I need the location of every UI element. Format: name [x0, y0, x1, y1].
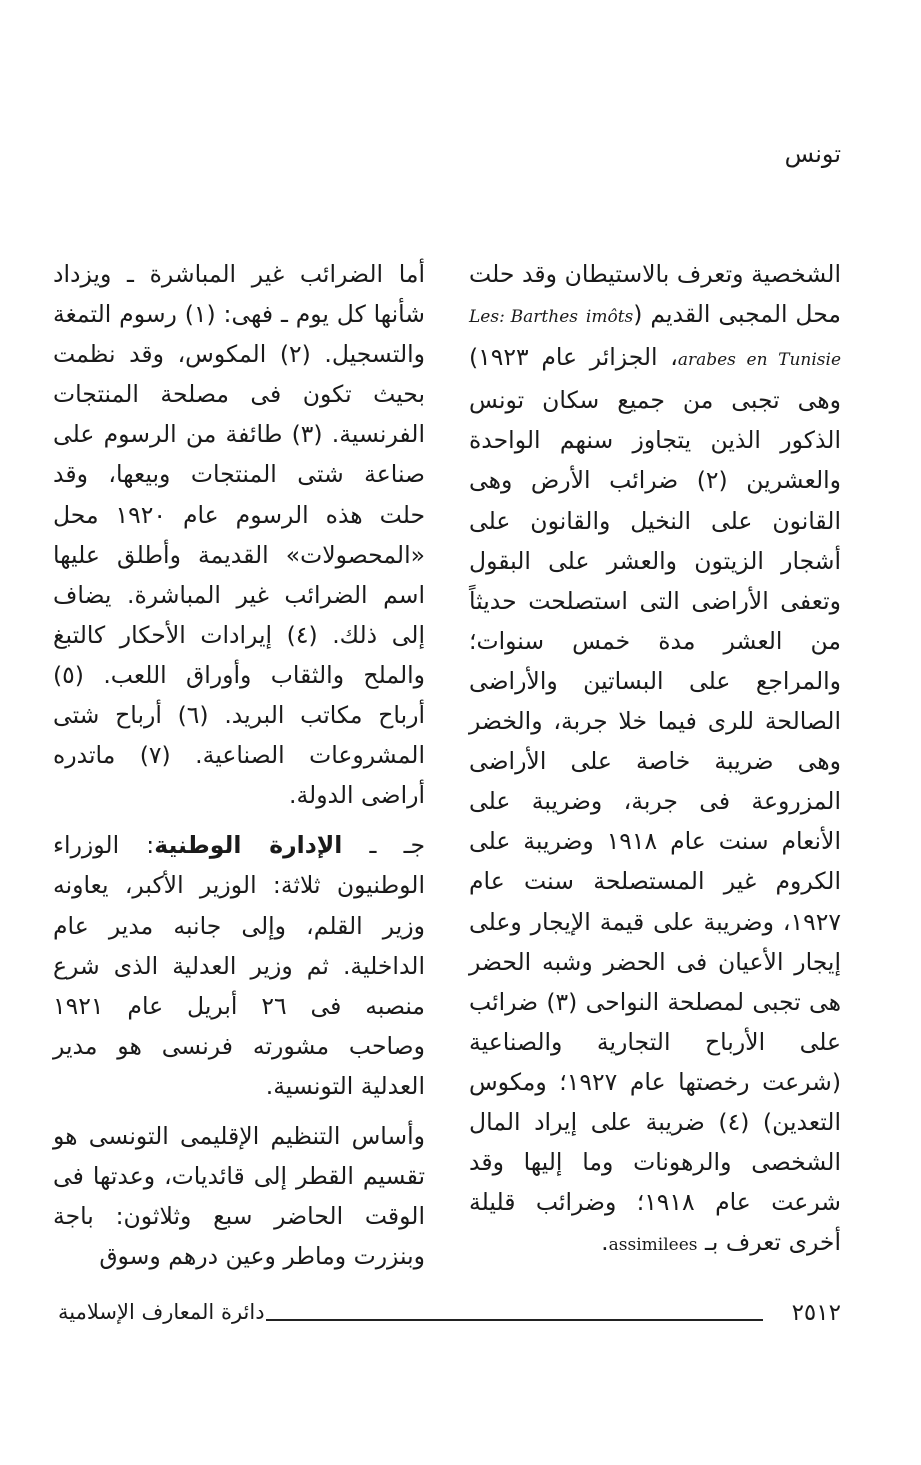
- page-footer: [58, 1300, 841, 1340]
- text-run: ، الجزائر عام ١٩٢٣) وهى تجبى من جميع سكان تونس الذكور الذين يتجاوز سنهم الواحدة والعشرين (٢) ضرائب الأرض وهى القانون على النخيل والقانون على أشجار الزيتون والعشر على البقول وتعفى الأراضى التى استصلحت حديثاً من العشر مدة خمس سنوات؛ والمراجع على البساتين والأراضى الصالحة للرى فيما خلا جربة، والخضر وهى ضريبة خاصة على الأراضى المزروعة فى جربة، وضريبة على الأنعام سنت عام ١٩١٨ وضريبة على الكروم غير المستصلحة سنت عام ١٩٢٧، وضريبة على قيمة الإيجار وعلى إيجار الأعيان فى الحضر وشبه الحضر هى تجبى لمصلحة النواحى (٣) ضرائب على الأرباح التجارية والصناعية (شرعت رخصتها عام ١٩٢٧؛ ومكوس التعدين) (٤) ضريبة على إيراد المال الشخصى والرهونات وما إليها وقد شرعت عام ١٩١٨؛ وضرائب قليلة أخرى تعرف بـ: [469, 343, 842, 1257]
- running-title: تونس: [784, 140, 841, 168]
- left-column: [53, 254, 425, 1276]
- left-column-paragraph-administration: [53, 825, 425, 1106]
- latin-citation-title: imôts arabes en Tunisie: [585, 307, 842, 371]
- section-marker: جـ ـ: [342, 831, 425, 860]
- text-run: الشخصية وتعرف بالاستيطان وقد حلت محل المجبى القديم (: [469, 260, 841, 329]
- footer-divider: [266, 1319, 763, 1321]
- text-run: .: [601, 1228, 609, 1257]
- running-header: [785, 140, 841, 168]
- left-column-paragraph-regions: وأساس التنظيم الإقليمى التونسى هو تقسيم القطر إلى قائديات، وعدتها فى الوقت الحاضر سبع وثلاثون: باجة وبنزرت وماطر وعين درهم وسوق: [53, 1121, 425, 1271]
- latin-citation-author: Les: Barthes: [469, 307, 578, 328]
- section-heading: الإدارة الوطنية: [154, 831, 343, 860]
- right-column: [469, 254, 841, 1265]
- latin-term: assimilees: [608, 1235, 698, 1256]
- publication-title: دائرة المعارف الإسلامية: [58, 1300, 265, 1324]
- left-column-paragraph-indirect-taxes: أما الضرائب غير المباشرة ـ ويزداد شأنها كل يوم ـ فهى: (١) رسوم التمغة والتسجيل. (٢) المكوس، وقد نظمت بحيث تكون فى مصلحة المنتجات الفرنسية. (٣) طائفة من الرسوم على صناعة شتى المنتجات وبيعها، وقد حلت هذه الرسوم عام ١٩٢٠ محل «المحصولات» القديمة وأطلق عليها اسم الضرائب غير المباشرة. يضاف إلى ذلك. (٤) إيرادات الأحكار كالتبغ والملح والثقاب وأوراق اللعب. (٥) أرباح مكاتب البريد. (٦) أرباح شتى المشروعات الصناعية. (٧) ماتدره أراضى الدولة.: [53, 260, 426, 810]
- text-run: : الوزراء الوطنيون ثلاثة: الوزير الأكبر، يعاونه وزير القلم، وإلى جانبه مدير عام الداخلية. ثم وزير العدلية الذى شرع منصبه فى ٢٦ أبريل عام ١٩٢١ وصاحب مشورته فرنسى هو مدير العدلية التونسية.: [53, 831, 426, 1100]
- page-number: ٢٥١٢: [791, 1300, 841, 1326]
- right-column-paragraph: [469, 254, 841, 1265]
